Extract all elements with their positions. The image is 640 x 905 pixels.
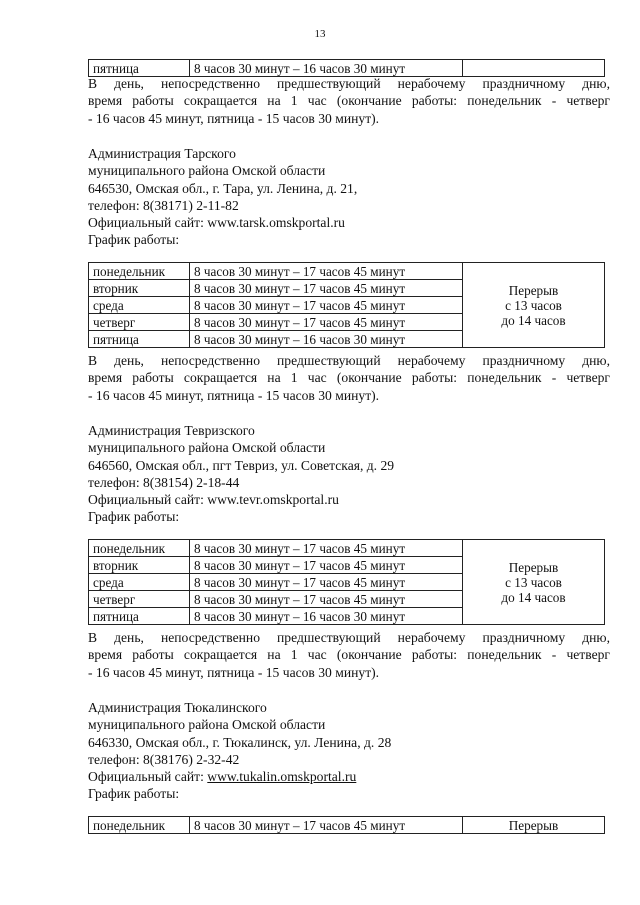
admin-website: Официальный сайт: www.tukalin.omskportal.ru [88, 769, 357, 785]
admin-address: 646330, Омская обл., г. Тюкалинск, ул. Ленина, д. 28 [88, 734, 392, 750]
table-row: понедельник 8 часов 30 минут – 17 часов 45 минут Перерыв с 13 часов до 14 часов [89, 540, 605, 557]
schedule-table-tevriz [88, 539, 605, 625]
admin-name: Администрация Тарского [88, 146, 236, 161]
table-row: четверг 8 часов 30 минут – 17 часов 45 минут [89, 591, 605, 608]
admin-phone: телефон: 8(38171) 2-11-82 [88, 197, 239, 213]
admin-address: 646560, Омская обл., пгт Тевриз, ул. Советская, д. 29 [88, 457, 395, 473]
admin-phone: телефон: 8(38176) 2-32-42 [88, 751, 240, 767]
admin-phone: телефон: 8(38154) 2-18-44 [88, 474, 240, 490]
admin-name: Администрация Тюкалинского [88, 700, 267, 715]
schedule-label: График работы: [88, 232, 180, 248]
holiday-note: В день, непосредственно предшествующий нерабочему праздничному дню, время работы сокращается на 1 час (окончание работы: понедельник - четверг - 16 часов 45 минут, пятница - 15 часов 30 минут). [88, 76, 610, 126]
page-number: 13 [314, 28, 326, 40]
admin-block-tarsk [88, 145, 610, 249]
website-link[interactable]: www.tukalin.omskportal.ru [207, 769, 357, 785]
schedule-table-tarsk [88, 262, 605, 348]
schedule-table-tyukalinsk [88, 816, 605, 834]
admin-block-tyukalinsk [88, 699, 610, 803]
admin-address: 646530, Омская обл., г. Тара, ул. Ленина, д. 21, [88, 180, 358, 196]
admin-district: муниципального района Омской области [88, 163, 326, 179]
admin-website: Официальный сайт: www.tevr.omskportal.ru [88, 492, 339, 508]
table-row: среда 8 часов 30 минут – 17 часов 45 минут [89, 297, 605, 314]
schedule-label: График работы: [88, 786, 180, 802]
table-row: пятница 8 часов 30 минут – 16 часов 30 минут [89, 608, 605, 625]
table-row [89, 60, 605, 77]
table-row: вторник 8 часов 30 минут – 17 часов 45 минут [89, 280, 605, 297]
admin-block-tevriz [88, 422, 610, 526]
admin-name: Администрация Тевризского [88, 423, 255, 438]
table-row: среда 8 часов 30 минут – 17 часов 45 минут [89, 574, 605, 591]
day-cell: пятница [89, 60, 190, 77]
admin-district: муниципального района Омской области [88, 440, 326, 456]
holiday-note: В день, непосредственно предшествующий нерабочему праздничному дню, время работы сокращается на 1 час (окончание работы: понедельник - четверг - 16 часов 45 минут, пятница - 15 часов 30 минут). [88, 353, 610, 403]
table-row: понедельник 8 часов 30 минут – 17 часов 45 минут Перерыв [89, 817, 605, 834]
holiday-note: В день, непосредственно предшествующий нерабочему праздничному дню, время работы сокращается на 1 час (окончание работы: понедельник - четверг - 16 часов 45 минут, пятница - 15 часов 30 минут). [88, 630, 610, 680]
table-row: четверг 8 часов 30 минут – 17 часов 45 минут [89, 314, 605, 331]
table-row: пятница 8 часов 30 минут – 16 часов 30 минут [89, 331, 605, 348]
admin-website: Официальный сайт: www.tarsk.omskportal.ru [88, 215, 345, 231]
table-row: вторник 8 часов 30 минут – 17 часов 45 минут [89, 557, 605, 574]
table-row: понедельник 8 часов 30 минут – 17 часов 45 минут Перерыв с 13 часов до 14 часов [89, 263, 605, 280]
admin-district: муниципального района Омской области [88, 717, 326, 733]
hours-cell: 8 часов 30 минут – 16 часов 30 минут [190, 60, 463, 77]
break-cell: Перерыв [463, 817, 605, 834]
break-cell [463, 60, 605, 77]
schedule-label: График работы: [88, 509, 180, 525]
break-cell: Перерыв с 13 часов до 14 часов [463, 540, 605, 625]
break-cell: Перерыв с 13 часов до 14 часов [463, 263, 605, 348]
